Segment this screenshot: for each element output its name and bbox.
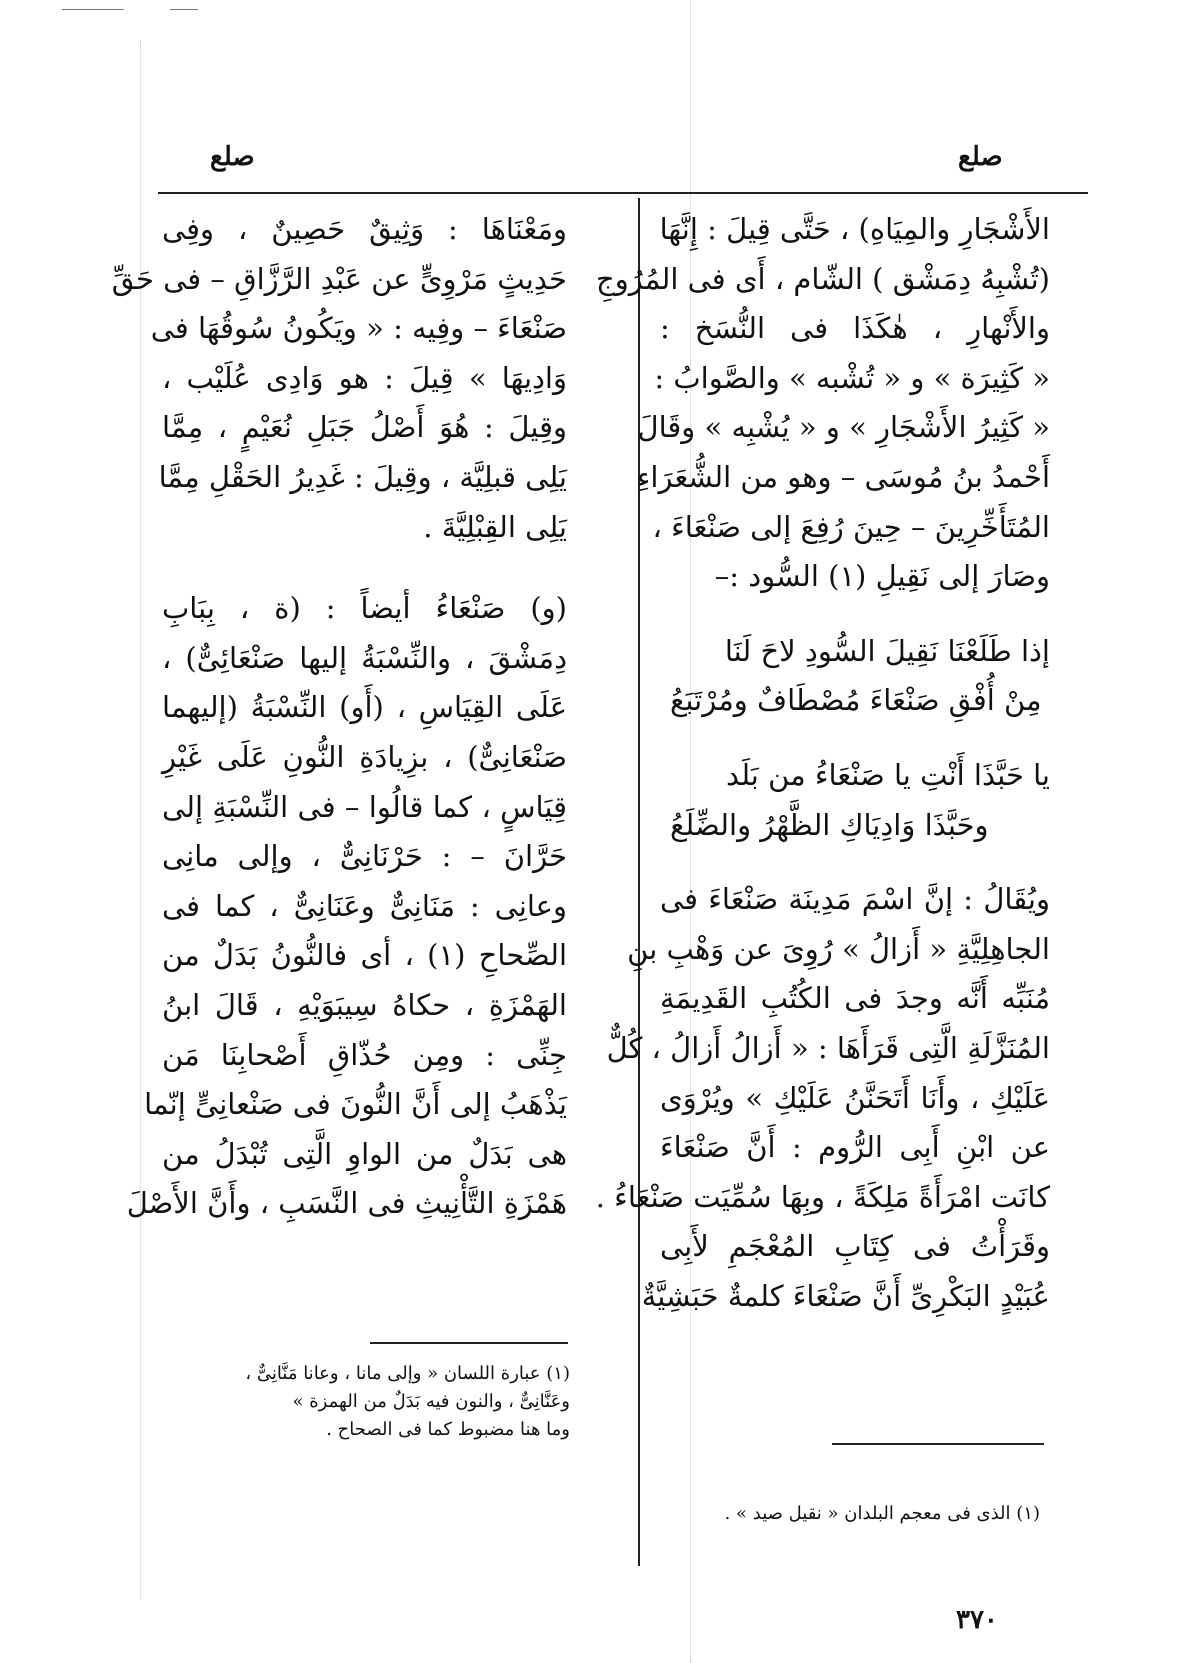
text-line: وقِيلَ : هُوَ أَصْلُ جَبَلِ نُعَيْمٍ ، مِمَّا <box>162 410 567 445</box>
text-line: حَدِيثٍ مَرْوِىٍّ عن عَبْدِ الرَّزَّاقِ – فى حَقِّ <box>111 261 567 296</box>
text-line: المُتَأَخِّرِينَ – حِينَ رُفِعَ إلى صَنْعَاءَ ، <box>652 509 1050 544</box>
paragraph <box>126 584 567 1229</box>
text-line: قِيَاسٍ ، كما قالُوا – فى النِّسْبَةِ إلى <box>162 789 567 824</box>
text-line: وَادِيهَا » قِيلَ : هو وَادِى عُلَيْب ، <box>162 360 567 395</box>
footnote-rule <box>832 1443 1044 1445</box>
text-line: مُنَبِّه أَنَّه وجدَ فى الكُتُبِ القَدِيمَةِ <box>660 981 1050 1016</box>
scan-mark <box>62 9 124 10</box>
text-line: والأَنْهارِ ، هٰكَذَا فى النُّسَخ : <box>660 311 1050 346</box>
left-column <box>111 205 567 1229</box>
footnote-line: وما هنا مضبوط كما فى الصحاح . <box>326 1419 570 1440</box>
text-line: وقَرَأْتُ فى كِتَابِ المُعْجَمِ لأَبِى <box>660 1229 1050 1264</box>
text-line: يَلِى القِبْلِيَّةَ . <box>423 509 567 544</box>
text-line: جِنِّى : ومِن حُذّاقِ أَصْحابِنَا مَن <box>162 1037 567 1072</box>
text-line: عُبَيْدٍ البَكْرِىِّ أَنَّ صَنْعَاءَ كلمةٌ حَبَشِيَّةٌ <box>641 1278 1050 1313</box>
text-line: أَحْمدُ بنُ مُوسَى – وهو من الشُّعَرَاءِ <box>636 459 1050 494</box>
text-line: كانَت امْرَأَةً مَلِكَةً ، وبِهَا سُمِّيَت صَنْعَاءُ . <box>595 1179 1050 1214</box>
header-rule <box>158 192 1088 194</box>
text-line: عن ابْنِ أَبِى الرُّوم : أَنَّ صَنْعَاءَ <box>660 1130 1050 1165</box>
footnote-rule <box>370 1342 568 1344</box>
footnote <box>170 1360 570 1444</box>
text-line: هى بَدَلٌ من الواوِ الَّتِى تُبْدَلُ من <box>162 1136 567 1171</box>
verse-hemistich: يا حَبَّذَا أَنْتِ يا صَنْعَاءُ من بَلَد <box>725 757 1050 792</box>
text-line: حَرَّانَ – : حَرْنَانِىٌّ ، وإلى مانِى <box>162 839 567 874</box>
text-line: عَلَى القِيَاسِ ، (أَو) النِّسْبَةُ (إليهما <box>162 690 567 725</box>
text-line: يَلِى قبلِيَّة ، وقِيلَ : غَدِيرُ الحَقْلِ مِمَّا <box>158 459 567 494</box>
running-header-right: صلع <box>958 142 1003 172</box>
text-line: (تُشْبِهُ دِمَشْق ) الشّام ، أَى فى المُرُوجِ <box>596 261 1050 296</box>
scan-mark <box>170 9 198 10</box>
paragraph <box>111 205 567 552</box>
text-line: « كَثِيرُ الأَشْجَارِ » و « يُشْبِه » وقَالَ <box>637 410 1050 445</box>
text-line: ويُقَالُ : إنَّ اسْمَ مَدِينَة صَنْعَاءَ فى <box>660 882 1050 917</box>
text-line: (و) صَنْعَاءُ أيضاً : (ة ، بِبَابِ <box>162 591 567 626</box>
footnote-line: وعَنَّانِىٌّ ، والنون فيه بَدَلٌ من الهمزة » <box>292 1391 570 1412</box>
text-line: عَلَيْكِ ، وأَنَا أَتَحَنَّنُ عَلَيْكِ » ويُرْوَى <box>660 1080 1050 1115</box>
text-line: دِمَشْقَ ، والنِّسْبَةُ إليها صَنْعَائِىٌّ) ، <box>162 640 567 675</box>
poem-verse <box>660 751 1050 850</box>
text-line: يَذْهَبُ إلى أَنَّ النُّونَ فى صَنْعانِىٍّ إنّما <box>144 1087 567 1122</box>
running-header-left: صلع <box>210 142 255 172</box>
text-line: المُنَزَّلَةِ الَّتِى قَرَأَهَا : « أَزالُ أَزالُ ، كُلٌّ <box>606 1030 1050 1065</box>
text-line: ومَعْنَاهَا : وَثِيقٌ حَصِينٌ ، وفِى <box>162 212 567 246</box>
footnote <box>660 1500 1040 1528</box>
text-line: صَنْعَانِىٌّ) ، بزِيادَةِ النُّونِ عَلَى غَيْرِ <box>162 739 567 774</box>
verse-hemistich: إذا طَلَعْنَا نَقِيلَ السُّودِ لاحَ لَنَا <box>724 633 1050 668</box>
right-column <box>595 205 1050 1321</box>
paragraph <box>595 875 1050 1321</box>
footnote-line: (١) الذى فى معجم البلدان « نقيل صيد » . <box>724 1503 1040 1524</box>
page-number: ٣٧٠ <box>956 1605 998 1635</box>
text-line: صَنْعَاءَ – وفِيه : « ويَكُونُ سُوقُهَا فى <box>150 311 567 346</box>
text-line: هَمْزَةِ التَّأْنِيثِ فى النَّسَبِ ، وأَنَّ الأَصْلَ <box>126 1186 567 1221</box>
text-line: الأَشْجَارِ والمِيَاهِ) ، حَتَّى قِيلَ : إِنَّهَا <box>659 212 1050 246</box>
verse-hemistich: مِنْ أُفْقِ صَنْعَاءَ مُصْطَافٌ ومُرْتَبَعُ <box>670 683 1042 718</box>
text-line: الصِّحاحِ (١) ، أى فالنُّونُ بَدَلٌ من <box>162 938 567 973</box>
paragraph <box>596 205 1050 602</box>
text-line: وعانِى : مَنَانِىٌّ وعَنَانِىٌّ ، كما فى <box>162 888 567 923</box>
text-line: وصَارَ إلى نَقِيلِ (١) السُّود :– <box>714 559 1050 594</box>
text-line: الجاهِلِيَّةِ « أَزالُ » رُوِىَ عن وَهْبِ بنِ <box>627 931 1050 966</box>
poem-verse <box>660 627 1050 726</box>
verse-hemistich: وحَبَّذَا وَادِيَاكِ الظَّهْرُ والضِّلَعُ <box>670 807 989 842</box>
footnote-line: (١) عبارة اللسان « وإلى مانا ، وعانا مَنَّانِىٌّ ، <box>245 1363 570 1384</box>
text-line: الهَمْزَةِ ، حكاهُ سِيبَوَيْهِ ، قَالَ ابنُ <box>162 987 567 1022</box>
text-line: « كَثِيرَة » و « تُشْبه » والصَّوابُ : <box>654 360 1050 395</box>
